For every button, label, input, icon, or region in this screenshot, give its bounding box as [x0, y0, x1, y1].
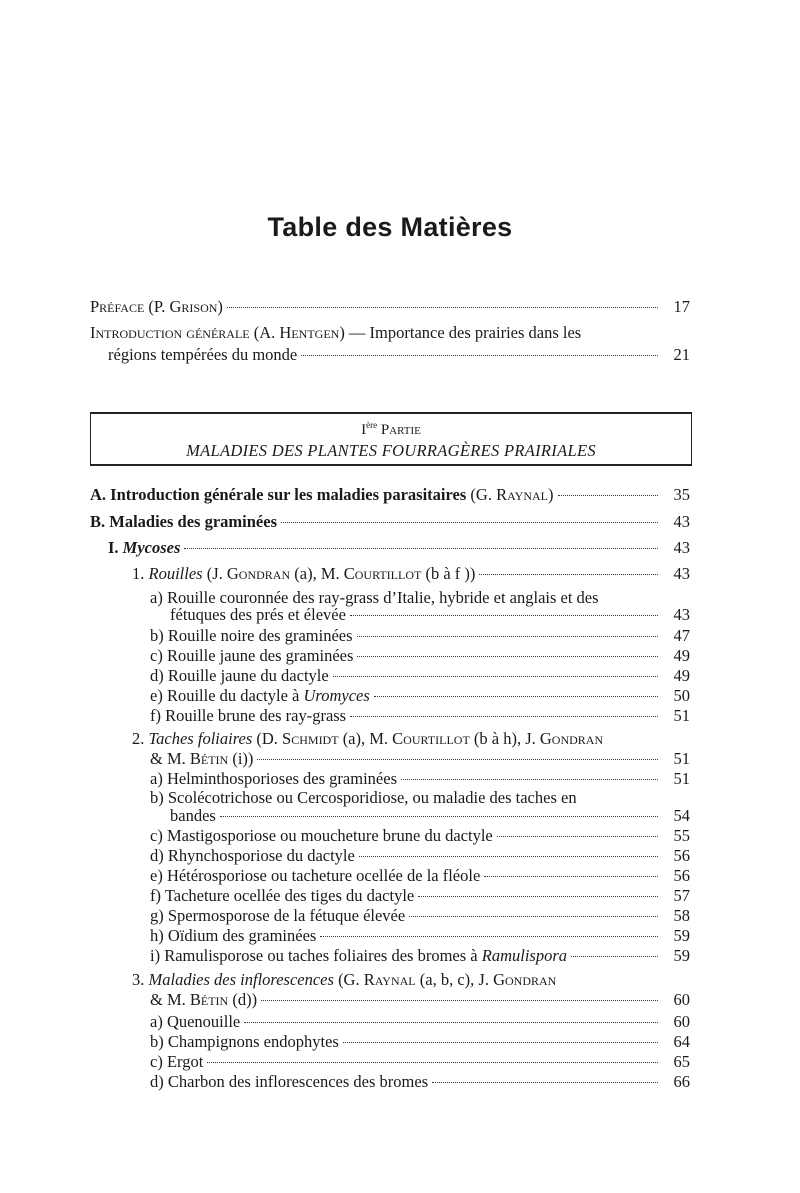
toc-entry-scolecotrichose-cont: bandes 54 [170, 806, 690, 825]
toc-entry-rouille-jaune[interactable]: c) Rouille jaune des graminées 49 [150, 646, 690, 665]
leader-dots [333, 676, 658, 677]
page-number: 59 [673, 946, 690, 965]
leader-dots [479, 574, 658, 575]
page-number: 17 [673, 297, 690, 316]
page-number: 51 [673, 749, 690, 768]
page-number: 35 [673, 485, 690, 504]
part-heading-box [90, 412, 692, 466]
page-number: 54 [673, 806, 690, 825]
page-number: 59 [673, 926, 690, 945]
page-number: 57 [673, 886, 690, 905]
page-number: 56 [673, 866, 690, 885]
leader-dots [281, 522, 658, 523]
toc-entry-rhynchosporiose[interactable]: d) Rhynchosporiose du dactyle 56 [150, 846, 690, 865]
toc-entry-endophytes[interactable]: b) Champignons endophytes 64 [150, 1032, 690, 1051]
toc-entry-rouilles[interactable]: 1. Rouilles (J. Gondran (a), M. Courtillot (b à f )) 43 [132, 564, 690, 583]
toc-entry-introduction-cont: régions tempérées du monde 21 [108, 345, 690, 364]
toc-entry-A[interactable]: A. Introduction générale sur les maladies parasitaires (G. Raynal) 35 [90, 485, 690, 504]
part-title: MALADIES DES PLANTES FOURRAGÈRES PRAIRIALES [186, 441, 596, 460]
toc-entry-inflorescences[interactable]: 3. Maladies des inflorescences (G. Raynal (a, b, c), J. Gondran [132, 970, 557, 989]
toc-entry-scolecotrichose[interactable]: b) Scolécotrichose ou Cercosporidiose, ou maladie des taches en [150, 788, 577, 807]
page-number: 43 [673, 605, 690, 624]
leader-dots [558, 495, 659, 496]
page-number: 51 [673, 706, 690, 725]
page-number: 49 [673, 646, 690, 665]
toc-entry-rouille-couronnee[interactable]: a) Rouille couronnée des ray-grass d’Italie, hybride et anglais et des [150, 588, 599, 607]
page-number: 60 [673, 990, 690, 1009]
leader-dots [357, 636, 658, 637]
leader-dots [207, 1062, 658, 1063]
toc-entry-oidium[interactable]: h) Oïdium des graminées 59 [150, 926, 690, 945]
toc-entry-taches-foliaires[interactable]: 2. Taches foliaires (D. Schmidt (a), M. Courtillot (b à h), J. Gondran [132, 729, 604, 748]
toc-entry-mastigosporiose[interactable]: c) Mastigosporiose ou moucheture brune du dactyle 55 [150, 826, 690, 845]
toc-entry-ramulisporose[interactable]: i) Ramulisporose ou taches foliaires des bromes à Ramulispora 59 [150, 946, 690, 965]
page-number: 51 [673, 769, 690, 788]
leader-dots [484, 876, 658, 877]
toc-entry-preface[interactable] [90, 297, 690, 319]
toc-entry-helminthosporioses[interactable]: a) Helminthosporioses des graminées 51 [150, 769, 690, 788]
page-number: 43 [673, 512, 690, 531]
page-number: 21 [673, 345, 690, 364]
toc-entry-taches-foliaires-cont: & M. Bétin (i)) 51 [150, 749, 690, 768]
leader-dots [244, 1022, 658, 1023]
leader-dots [350, 615, 658, 616]
page-title: Table des Matières [267, 212, 513, 242]
toc-entry-ergot[interactable]: c) Ergot 65 [150, 1052, 690, 1071]
page-number: 55 [673, 826, 690, 845]
leader-dots [432, 1082, 658, 1083]
leader-dots [359, 856, 658, 857]
leader-dots [220, 816, 658, 817]
leader-dots [357, 656, 658, 657]
toc-entry-quenouille[interactable]: a) Quenouille 60 [150, 1012, 690, 1031]
toc-entry-rouille-brune[interactable]: f) Rouille brune des ray-grass 51 [150, 706, 690, 725]
toc-entry-spermosporose[interactable]: g) Spermosporose de la fétuque élevée 58 [150, 906, 690, 925]
toc-entry-charbon[interactable]: d) Charbon des inflorescences des bromes 66 [150, 1072, 690, 1091]
toc-entry-B[interactable]: B. Maladies des graminées 43 [90, 512, 690, 531]
page-number: 43 [673, 538, 690, 557]
toc-entry-heterosporiose[interactable]: e) Hétérosporiose ou tacheture ocellée de la fléole 56 [150, 866, 690, 885]
leader-dots [227, 307, 658, 308]
leader-dots [350, 716, 658, 717]
toc-entry-inflorescences-cont: & M. Bétin (d)) 60 [150, 990, 690, 1009]
part-number: Ière Partie [361, 420, 421, 438]
toc-entry-rouille-jaune-dactyle[interactable]: d) Rouille jaune du dactyle 49 [150, 666, 690, 685]
toc-entry-rouille-uromyces[interactable]: e) Rouille du dactyle à Uromyces 50 [150, 686, 690, 705]
leader-dots [320, 936, 658, 937]
page-number: 56 [673, 846, 690, 865]
page-number: 58 [673, 906, 690, 925]
leader-dots [301, 355, 658, 356]
leader-dots [257, 759, 658, 760]
page-number: 66 [673, 1072, 690, 1091]
page-number: 50 [673, 686, 690, 705]
page-number: 47 [673, 626, 690, 645]
leader-dots [374, 696, 658, 697]
toc-entry-rouille-couronnee-cont: fétuques des prés et élevée 43 [170, 605, 690, 624]
page-number: 43 [673, 564, 690, 583]
leader-dots [401, 779, 658, 780]
leader-dots [261, 1000, 658, 1001]
leader-dots [343, 1042, 658, 1043]
toc-entry-tacheture-tiges[interactable]: f) Tacheture ocellée des tiges du dactyle 57 [150, 886, 690, 905]
toc-entry-rouille-noire[interactable]: b) Rouille noire des graminées 47 [150, 626, 690, 645]
leader-dots [184, 548, 658, 549]
page-number: 60 [673, 1012, 690, 1031]
leader-dots [571, 956, 658, 957]
page-number: 65 [673, 1052, 690, 1071]
leader-dots [497, 836, 658, 837]
entry-text: Préface (P. Grison) [90, 297, 223, 316]
page-number: 49 [673, 666, 690, 685]
page-number: 64 [673, 1032, 690, 1051]
toc-entry-mycoses[interactable]: I. Mycoses 43 [108, 538, 690, 557]
leader-dots [418, 896, 658, 897]
toc-entry-introduction[interactable]: Introduction générale (A. Hentgen) — Importance des prairies dans les [90, 323, 582, 342]
leader-dots [409, 916, 658, 917]
